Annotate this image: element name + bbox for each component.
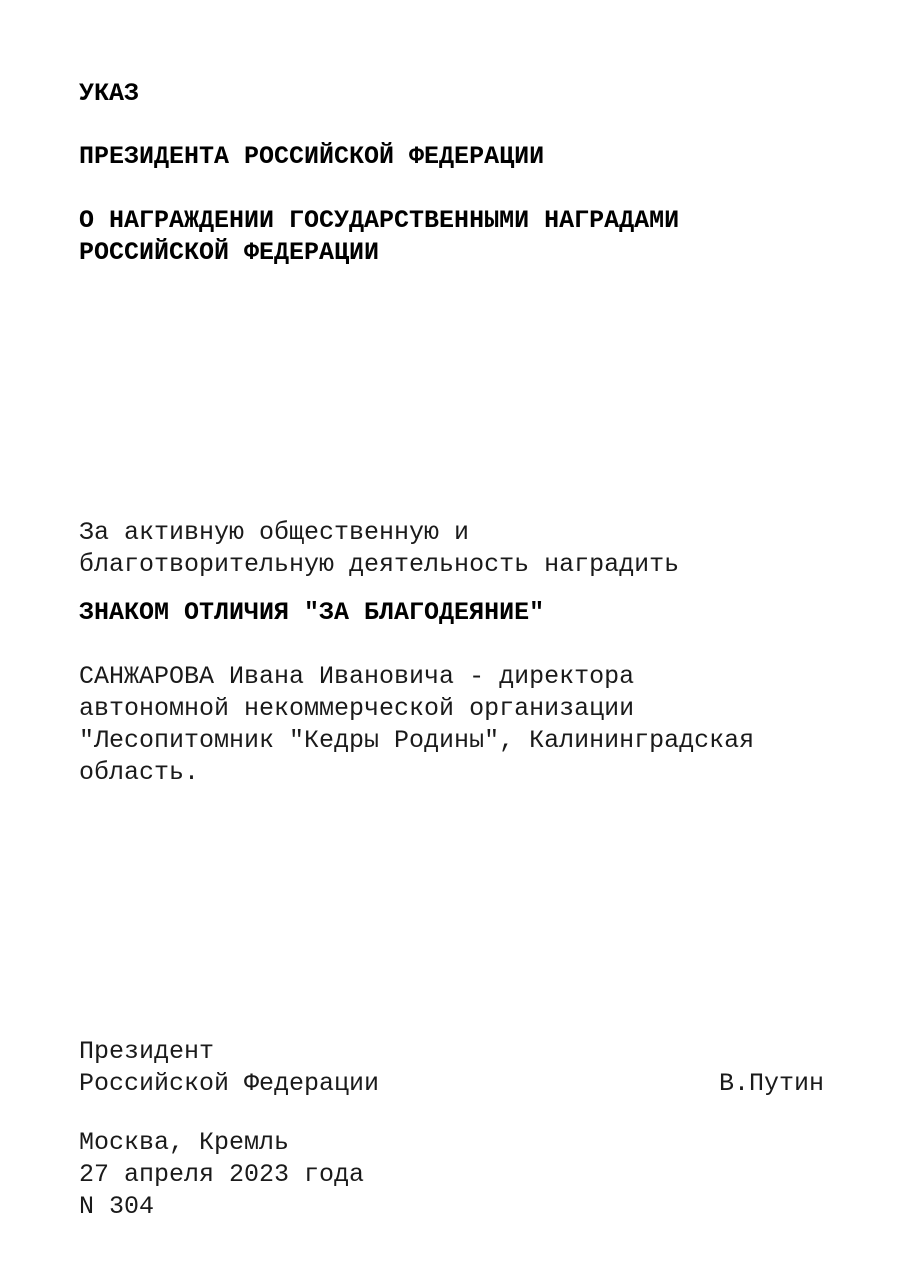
document-subject-line-2: РОССИЙСКОЙ ФЕДЕРАЦИИ bbox=[79, 238, 380, 267]
document-title: УКАЗ bbox=[79, 79, 140, 108]
intro-line-2: благотворительную деятельность наградить bbox=[79, 550, 680, 579]
signer-position-line-1: Президент bbox=[79, 1037, 215, 1066]
recipient-line-1: САНЖАРОВА Ивана Ивановича - директора bbox=[79, 662, 635, 691]
issue-place: Москва, Кремль bbox=[79, 1128, 290, 1157]
document-subject-line-1: О НАГРАЖДЕНИИ ГОСУДАРСТВЕННЫМИ НАГРАДАМИ bbox=[79, 206, 680, 235]
signer-position-line-2: Российской Федерации bbox=[79, 1069, 380, 1098]
recipient-line-3: "Лесопитомник "Кедры Родины", Калининградская bbox=[79, 726, 755, 755]
intro-line-1: За активную общественную и bbox=[79, 518, 470, 547]
signer-name: В.Путин bbox=[719, 1069, 825, 1098]
recipient-line-2: автономной некоммерческой организации bbox=[79, 694, 635, 723]
document-subtitle: ПРЕЗИДЕНТА РОССИЙСКОЙ ФЕДЕРАЦИИ bbox=[79, 142, 545, 171]
recipient-line-4: область. bbox=[79, 758, 200, 787]
document-number: N 304 bbox=[79, 1192, 155, 1221]
award-name: ЗНАКОМ ОТЛИЧИЯ "ЗА БЛАГОДЕЯНИЕ" bbox=[79, 598, 545, 627]
issue-date: 27 апреля 2023 года bbox=[79, 1160, 365, 1189]
